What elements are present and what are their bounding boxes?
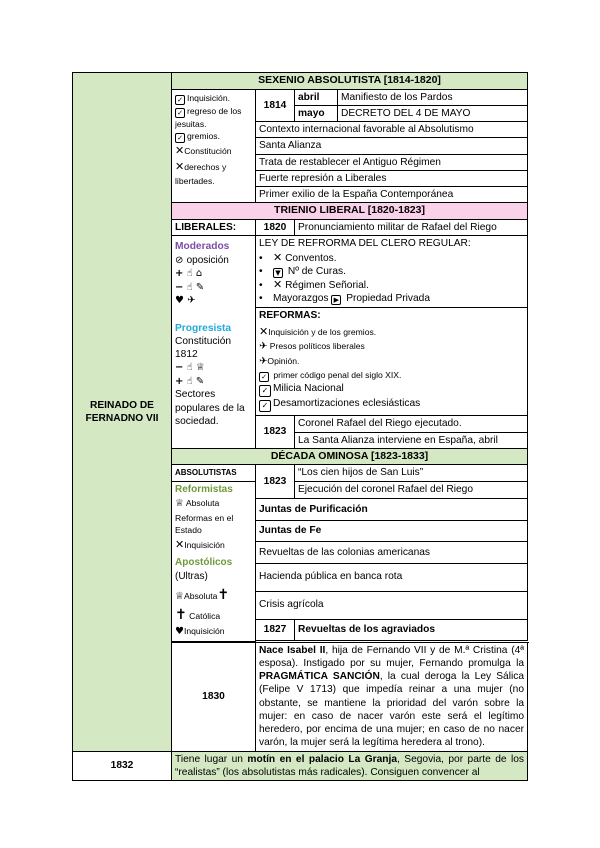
plus-icon: + bbox=[175, 375, 184, 387]
trienio-year: 1820 bbox=[256, 220, 295, 236]
cross-icon: ✕ bbox=[259, 325, 269, 339]
decada-event: Revueltas de los agraviados bbox=[295, 619, 528, 641]
trienio-year: 1823 bbox=[256, 416, 295, 449]
trienio-event: Pronunciamiento militar de Rafael del Riego bbox=[295, 220, 528, 236]
crown-icon: ♕ bbox=[175, 590, 184, 602]
megaphone-icon: ✈ bbox=[187, 295, 196, 307]
cross-icon: ✕ bbox=[175, 144, 185, 158]
sexenio-header: SEXENIO ABSOLUTISTA [1814-1820] bbox=[172, 73, 528, 90]
sexenio-event: Manifiesto de los Pardos bbox=[338, 89, 528, 105]
sexenio-row: Primer exilio de la España Contemporánea bbox=[256, 187, 528, 203]
year-1830: 1830 bbox=[172, 642, 256, 751]
decada-event: “Los cien hijos de San Luis” bbox=[295, 465, 528, 481]
cross-icon: ✕ bbox=[273, 250, 283, 264]
hand-icon: ☝ bbox=[186, 268, 193, 280]
hand-icon: ☝ bbox=[186, 375, 193, 387]
sexenio-month-mayo: mayo bbox=[295, 105, 338, 121]
decada-row: Revueltas de las colonias americanas bbox=[256, 542, 528, 564]
ley-reforma-clero: LEY DE REFRORMA DEL CLERO REGULAR: • ✕ Conventos. • ▼ Nº de Curas. • ✕ Régimen Señorial. • Mayorazgos ▶ Propiedad Privada bbox=[256, 236, 528, 308]
trienio-event: Coronel Rafael del Riego ejecutado. bbox=[295, 416, 528, 432]
hand-icon: ☝ bbox=[186, 281, 193, 293]
check-icon: ✓ bbox=[259, 400, 271, 412]
reformas-block: REFORMAS: ✕Inquisición y de los gremios. ✈ Presos políticos liberales ✈Opinión. ✓ primer código penal del siglo XIX. ✓ Milicia Nacional ✓ Desamortizaciones eclesiásticas bbox=[256, 308, 528, 416]
sexenio-row: Contexto internacional favorable al Absolutismo bbox=[256, 122, 528, 138]
heart-icon: ♥ bbox=[175, 626, 184, 638]
absolutistas-factions: Reformistas ♕ Absoluta Reformas en el Estado ✕Inquisición Apostólicos (Ultras) ♕Absoluta✝ ✝ Católica ♥Inquisición bbox=[172, 481, 256, 641]
decada-row: Hacienda pública en banca rota bbox=[256, 563, 528, 591]
sexenio-row: Santa Alianza bbox=[256, 138, 528, 154]
text-1830: Nace Isabel II, hija de Fernando VII y de M.ª Cristina (4ª esposa). Instigado por su mujer, Fernando promulga la PRAGMÁTICA SANCIÓN, la cual deroga la Ley Sálica (Felipe V 1713) que impedía reinar a una mujer (no obstante, se mantiene la prioridad del varón sobre la mujer: en caso de nacer varón este será el legítimo heredero, por encima de una mujer; en caso de no nacer varón, la mujer será la legítima heredera al trono). bbox=[256, 642, 528, 751]
decada-header: DÉCADA OMINOSA [1823-1833] bbox=[172, 448, 528, 465]
reinado-label: REINADO DE FERNADNO VII bbox=[73, 73, 172, 752]
decada-year: 1827 bbox=[256, 619, 295, 641]
cross-religious-icon: ✝ bbox=[217, 586, 230, 603]
check-icon: ✓ bbox=[175, 108, 185, 118]
heart-icon: ♥ bbox=[175, 295, 184, 307]
year-1832: 1832 bbox=[73, 751, 172, 781]
check-icon: ✓ bbox=[175, 133, 185, 143]
check-icon: ✓ bbox=[175, 95, 185, 105]
liberales-factions: Moderados ⊘ oposición + ☝ ⌂ − ☝ ✎ ♥ ✈ Progresista Constitución 1812 − ☝ ♕ + ☝ ✎ Sectores populares de la sociedad. bbox=[172, 236, 256, 449]
crown-icon: ♕ bbox=[175, 498, 184, 510]
cross-icon: ✕ bbox=[273, 278, 283, 292]
sexenio-side: ✓ Inquisición. ✓ regreso de los jesuitas. ✓ gremios. ✕Constitución ✕derechos y libertades. bbox=[172, 89, 256, 203]
cross-religious-icon: ✝ bbox=[175, 606, 187, 623]
megaphone-icon: ✈ bbox=[259, 341, 268, 352]
decada-row: Juntas de Purificación bbox=[256, 499, 528, 521]
trienio-event: La Santa Alianza interviene en España, abril bbox=[295, 432, 528, 448]
cross-icon: ✕ bbox=[175, 160, 185, 174]
edit-icon: ✎ bbox=[195, 281, 205, 293]
circle-slash-icon: ⊘ bbox=[175, 254, 184, 266]
megaphone-icon: ✈ bbox=[259, 355, 268, 367]
check-icon: ✓ bbox=[259, 372, 269, 382]
check-icon: ✓ bbox=[259, 385, 271, 397]
edit-icon: ✎ bbox=[195, 375, 205, 387]
crown-icon: ♕ bbox=[195, 362, 205, 374]
sexenio-month-abril: abril bbox=[295, 89, 338, 105]
hand-icon: ☝ bbox=[186, 362, 193, 374]
liberales-label: LIBERALES: bbox=[172, 220, 256, 236]
decada-event: Ejecución del coronel Rafael del Riego bbox=[295, 481, 528, 498]
decada-year: 1823 bbox=[256, 465, 295, 499]
plus-icon: + bbox=[175, 268, 184, 280]
bank-icon: ⌂ bbox=[195, 268, 203, 280]
text-1832: Tiene lugar un motín en el palacio La Granja, Segovia, por parte de los “realistas” (los absolutistas más radicales). Consiguen convencer al bbox=[172, 751, 528, 781]
minus-icon: − bbox=[175, 281, 184, 293]
decada-row: Crisis agrícola bbox=[256, 591, 528, 619]
minus-icon: − bbox=[175, 362, 184, 374]
decada-row: Juntas de Fe bbox=[256, 520, 528, 542]
sexenio-row: Fuerte represión a Liberales bbox=[256, 170, 528, 186]
sexenio-event: DECRETO DEL 4 DE MAYO bbox=[338, 105, 528, 121]
absolutistas-label: ABSOLUTISTAS bbox=[172, 465, 256, 481]
sexenio-row: Trata de restablecer el Antiguo Régimen bbox=[256, 154, 528, 170]
down-arrow-icon: ▼ bbox=[273, 268, 283, 278]
trienio-header: TRIENIO LIBERAL [1820-1823] bbox=[172, 203, 528, 220]
chronology-table bbox=[72, 72, 528, 781]
arrow-right-icon: ▶ bbox=[331, 295, 341, 305]
sexenio-year: 1814 bbox=[256, 89, 295, 122]
cross-icon: ✕ bbox=[175, 537, 185, 551]
